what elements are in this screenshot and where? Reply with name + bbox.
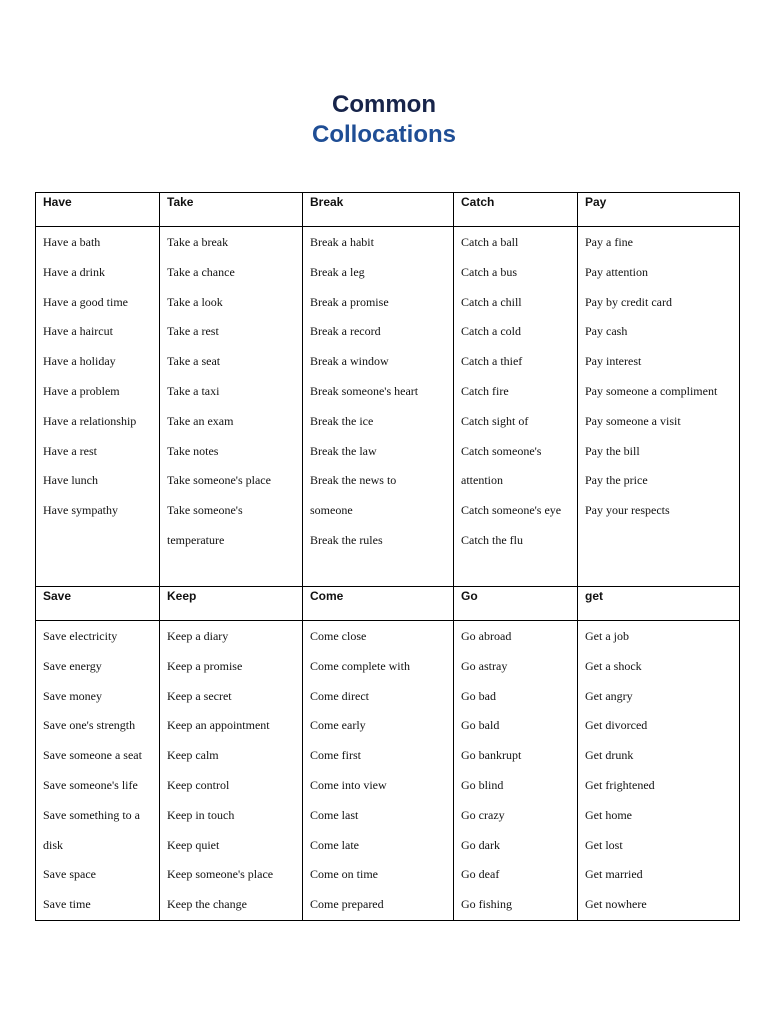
list-item: Take a rest (167, 324, 219, 339)
list-item: Have sympathy (43, 503, 118, 518)
list-item: Pay the bill (585, 443, 640, 458)
list-item: Save energy (43, 658, 102, 673)
column-header-take (160, 193, 303, 227)
column-header-label: Go (461, 589, 478, 603)
list-item: Come last (310, 807, 359, 822)
list-item: Go blind (461, 777, 504, 792)
column-header-label: Come (310, 589, 344, 603)
list-item: Catch the flu (461, 532, 523, 547)
column-header-label: Break (310, 195, 344, 209)
list-item: Get frightened (585, 777, 655, 792)
list-item: Go bald (461, 718, 500, 733)
list-item: Take notes (167, 443, 219, 458)
document-title (0, 90, 768, 150)
list-item: Keep a promise (167, 658, 243, 673)
table-cell (160, 621, 303, 921)
list-item: Come complete with (310, 658, 410, 673)
list-item: Pay a fine (585, 235, 633, 249)
table-cell (454, 621, 578, 921)
list-item: Take someone's (167, 503, 243, 518)
list-item: Break someone's heart (310, 383, 419, 398)
list-item: Get drunk (585, 748, 634, 763)
list-item: Go crazy (461, 807, 505, 822)
list-item: Have a haircut (43, 324, 113, 339)
list-item: Break the law (310, 443, 377, 458)
list-item: Save space (43, 867, 96, 882)
column-header-label: Keep (167, 589, 197, 603)
list-item: Have a rest (43, 443, 97, 458)
list-item: Get home (585, 807, 632, 822)
list-item: Pay someone a compliment (585, 383, 718, 398)
list-item: Pay someone a visit (585, 413, 681, 428)
table-cell (36, 227, 160, 587)
list-item: Break a promise (310, 294, 389, 309)
list-item: Come first (310, 748, 361, 763)
list-item: Catch fire (461, 383, 509, 398)
list-item: Come on time (310, 867, 378, 882)
column-header-go (454, 587, 578, 621)
list-item: Get divorced (585, 718, 648, 733)
list-item: Keep an appointment (167, 718, 270, 733)
list-item: Pay attention (585, 264, 648, 279)
column-header-label: get (585, 589, 603, 603)
list-item: Keep a secret (167, 688, 232, 703)
list-item: Keep a diary (167, 629, 229, 643)
table-cell (160, 227, 303, 587)
list-item: Pay your respects (585, 503, 670, 518)
column-header-break (303, 193, 454, 227)
list-item: Come into view (310, 777, 387, 792)
list-item: Get married (585, 867, 643, 882)
list-item: Take a look (167, 294, 223, 309)
list-item: Take a seat (167, 354, 221, 369)
list-item: Pay by credit card (585, 294, 672, 309)
list-item: Catch someone's eye (461, 503, 562, 518)
list-item: Catch a chill (461, 294, 522, 309)
list-item: someone (310, 503, 353, 518)
list-item: Break a leg (310, 264, 365, 279)
list-item: Save time (43, 897, 91, 912)
list-item: Have a drink (43, 264, 105, 279)
list-item: Keep quiet (167, 837, 220, 852)
list-item: Pay cash (585, 324, 628, 339)
list-item: Have a bath (43, 235, 101, 249)
list-item: Come close (310, 629, 367, 643)
list-item: Go deaf (461, 867, 500, 882)
list-item: Catch sight of (461, 413, 529, 428)
list-item: Take a chance (167, 264, 235, 279)
list-item: Get nowhere (585, 897, 647, 912)
list-item: Pay the price (585, 473, 648, 488)
list-item: Have a holiday (43, 354, 116, 369)
list-item: Go dark (461, 837, 500, 852)
list-item: Save one's strength (43, 718, 136, 733)
table-cell (36, 621, 160, 921)
column-header-come (303, 587, 454, 621)
table-header-row (36, 193, 740, 227)
column-header-label: Save (43, 589, 72, 603)
list-item: Pay interest (585, 354, 642, 369)
list-item: Keep in touch (167, 807, 235, 822)
list-item: Break a window (310, 354, 389, 369)
list-item: Go bankrupt (461, 748, 522, 763)
list-item: Get lost (585, 837, 623, 852)
list-item: Have a relationship (43, 413, 137, 428)
list-item: Save money (43, 688, 102, 703)
list-item: Get a job (585, 629, 629, 643)
list-item: Go astray (461, 658, 508, 673)
list-item: Come early (310, 718, 366, 733)
column-header-have (36, 193, 160, 227)
list-item: Break the news to (310, 473, 397, 488)
list-item: Keep someone's place (167, 867, 274, 882)
title-line-collocations: Collocations (311, 121, 456, 148)
list-item: Keep calm (167, 748, 219, 763)
list-item: Break a record (310, 324, 381, 339)
title-line-common: Common (332, 91, 436, 118)
list-item: Catch a cold (461, 324, 521, 339)
table-cell (303, 621, 454, 921)
list-item: Take a taxi (167, 383, 220, 398)
table-cell (303, 227, 454, 587)
list-item: Keep the change (167, 897, 247, 912)
table-cell (454, 227, 578, 587)
list-item: Catch someone's (461, 443, 542, 458)
list-item: Come prepared (310, 897, 384, 912)
column-header-get (578, 587, 740, 621)
list-item: Save someone's life (43, 777, 138, 792)
list-item: Catch a bus (461, 264, 517, 279)
list-item: Get a shock (585, 658, 642, 673)
column-header-catch (454, 193, 578, 227)
table-row (36, 227, 740, 587)
list-item: Come late (310, 837, 359, 852)
list-item: Have lunch (43, 473, 98, 488)
collocations-table (35, 192, 740, 921)
list-item: Get angry (585, 688, 633, 703)
list-item: Save someone a seat (43, 748, 142, 763)
list-item: Break the rules (310, 532, 383, 547)
column-header-label: Take (167, 195, 194, 209)
column-header-keep (160, 587, 303, 621)
table-row (36, 621, 740, 921)
list-item: Have a problem (43, 383, 120, 398)
list-item: disk (43, 837, 64, 852)
list-item: Come direct (310, 688, 369, 703)
table-cell (578, 227, 740, 587)
list-item: temperature (167, 532, 225, 547)
column-header-pay (578, 193, 740, 227)
list-item: Break a habit (310, 235, 374, 249)
list-item: Catch a ball (461, 235, 519, 249)
list-item: Have a good time (43, 294, 128, 309)
list-item: Break the ice (310, 413, 374, 428)
column-header-label: Have (43, 195, 72, 209)
list-item: Save something to a (43, 807, 140, 822)
list-item: Take an exam (167, 413, 234, 428)
list-item: Go abroad (461, 629, 512, 643)
list-item: Catch a thief (461, 354, 523, 369)
list-item: Keep control (167, 777, 230, 792)
column-header-label: Pay (585, 195, 607, 209)
list-item: attention (461, 473, 503, 488)
list-item: Go bad (461, 688, 496, 703)
table-header-row (36, 587, 740, 621)
list-item: Take someone's place (167, 473, 271, 488)
table-cell (578, 621, 740, 921)
list-item: Go fishing (461, 897, 512, 912)
list-item: Save electricity (43, 629, 118, 643)
column-header-label: Catch (461, 195, 495, 209)
list-item: Take a break (167, 235, 229, 249)
column-header-save (36, 587, 160, 621)
